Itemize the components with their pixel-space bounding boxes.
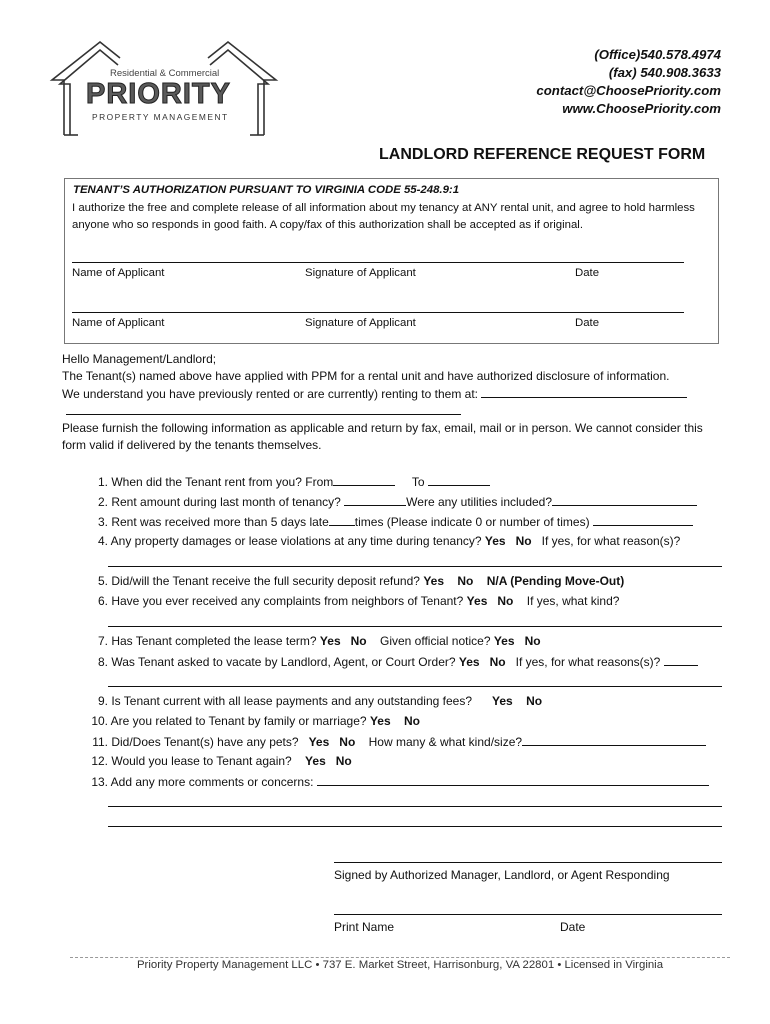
- print-name-label: Print Name: [334, 920, 395, 934]
- q4-reason-field[interactable]: [108, 566, 722, 567]
- q10-yes-option[interactable]: Yes: [369, 714, 391, 728]
- last-rent-amount-field[interactable]: [344, 493, 406, 506]
- applicant2-signature-label: Signature of Applicant: [305, 317, 416, 329]
- authorized-signature-label: Signed by Authorized Manager, Landlord, or Agent Responding: [334, 868, 670, 882]
- q6-yes-option[interactable]: Yes: [466, 594, 488, 608]
- q9-no-option[interactable]: No: [526, 694, 543, 708]
- website: www.ChoosePriority.com: [562, 101, 721, 116]
- q7-no-option[interactable]: No: [350, 634, 367, 648]
- question-3: 3. Rent was received more than 5 days late times (Please indicate 0 or number of times): [80, 513, 693, 530]
- q11-yes-option[interactable]: Yes: [308, 735, 330, 749]
- pets-description-field[interactable]: [522, 733, 706, 746]
- intro-line-2: [62, 385, 724, 403]
- late-times-field[interactable]: [329, 513, 355, 526]
- q12-yes-option[interactable]: Yes: [305, 754, 326, 768]
- print-name-line[interactable]: [334, 914, 722, 915]
- question-8: 8. Was Tenant asked to vacate by Landlord, Agent, or Court Order? Yes No If yes, for what reasons(s)?: [80, 653, 698, 670]
- authorization-heading: TENANT’S AUTHORIZATION PURSUANT TO VIRGINIA CODE 55-248.9:1: [73, 184, 460, 196]
- question-7: 7. Has Tenant completed the lease term? Yes No Given official notice? Yes No: [97, 634, 541, 648]
- intro-line-1: The Tenant(s) named above have applied with PPM for a rental unit and have authorized disclosure of information.: [62, 369, 670, 383]
- rented-to-field[interactable]: [428, 473, 490, 486]
- q7-notice-no-option[interactable]: No: [524, 634, 541, 648]
- question-5: 5. Did/will the Tenant receive the full security deposit refund? Yes No N/A (Pending Move-Out): [97, 574, 625, 588]
- q8-reason-field[interactable]: [108, 686, 722, 687]
- question-1: 1. When did the Tenant rent from you? From To: [80, 473, 490, 490]
- applicant2-signature-line[interactable]: [72, 312, 684, 313]
- applicant2-name-label: Name of Applicant: [72, 317, 165, 329]
- comments-field-start[interactable]: [317, 773, 709, 786]
- q5-na-option[interactable]: N/A (Pending Move-Out): [486, 574, 625, 588]
- question-10: 10. Are you related to Tenant by family or marriage? Yes No: [91, 714, 420, 728]
- fax-number: (fax) 540.908.3633: [608, 65, 721, 80]
- contact-email: contact@ChoosePriority.com: [536, 83, 721, 98]
- rented-from-field[interactable]: [333, 473, 395, 486]
- q5-no-option[interactable]: No: [457, 574, 474, 588]
- greeting: Hello Management/Landlord;: [62, 352, 217, 366]
- rental-address-field[interactable]: [481, 385, 687, 398]
- footer-text: Priority Property Management LLC • 737 E. Market Street, Harrisonburg, VA 22801 • Licensed in Virginia: [136, 959, 664, 971]
- authorized-signature-line[interactable]: [334, 862, 722, 863]
- applicant2-date-label: Date: [575, 317, 600, 329]
- footer-divider: [70, 957, 730, 958]
- q8-yes-option[interactable]: Yes: [458, 655, 480, 669]
- authorization-box: [64, 178, 719, 344]
- question-13: 13. Add any more comments or concerns:: [80, 773, 709, 790]
- question-11: 11. Did/Does Tenant(s) have any pets? Yes No How many & what kind/size?: [80, 733, 706, 750]
- intro-line-2-text: We understand you have previously rented or are currently) renting to them at:: [62, 387, 478, 401]
- utilities-included-field[interactable]: [552, 493, 697, 506]
- q10-no-option[interactable]: No: [403, 714, 420, 728]
- q6-no-option[interactable]: No: [497, 594, 514, 608]
- q8-reason-field-start[interactable]: [664, 653, 698, 666]
- q4-no-option[interactable]: No: [515, 534, 532, 548]
- company-logo: [48, 40, 280, 138]
- q5-yes-option[interactable]: Yes: [423, 574, 445, 588]
- applicant1-date-label: Date: [575, 267, 600, 279]
- applicant1-signature-label: Signature of Applicant: [305, 267, 416, 279]
- q7-yes-option[interactable]: Yes: [319, 634, 341, 648]
- rental-address-field-continued[interactable]: [66, 414, 461, 415]
- logo-brand: PRIORITY: [86, 78, 231, 110]
- applicant1-signature-line[interactable]: [72, 262, 684, 263]
- late-count-field[interactable]: [593, 513, 693, 526]
- question-9: 9. Is Tenant current with all lease payments and any outstanding fees? Yes No: [97, 694, 543, 708]
- q6-complaints-field[interactable]: [108, 626, 722, 627]
- logo-tagline: Residential & Commercial: [110, 68, 220, 79]
- office-phone: (Office)540.578.4974: [594, 47, 721, 62]
- comments-field-line-3[interactable]: [108, 826, 722, 827]
- authorization-text: I authorize the free and complete release of all information about my tenancy at ANY rental unit, and agree to hold harmless anyone who so responds in good faith. A copy/fax of this authorization shall be accepted as if original.: [72, 202, 695, 231]
- question-12: 12. Would you lease to Tenant again? Yes No: [91, 754, 352, 768]
- logo-subtitle: PROPERTY MANAGEMENT: [92, 112, 229, 122]
- signature-date-label: Date: [560, 920, 586, 934]
- question-6: 6. Have you ever received any complaints from neighbors of Tenant? Yes No If yes, what kind?: [97, 594, 620, 608]
- q11-no-option[interactable]: No: [339, 735, 356, 749]
- comments-field-line-2[interactable]: [108, 806, 722, 807]
- form-title: LANDLORD REFERENCE REQUEST FORM: [379, 146, 706, 163]
- q7-notice-yes-option[interactable]: Yes: [493, 634, 515, 648]
- q4-yes-option[interactable]: Yes: [484, 534, 506, 548]
- applicant1-name-label: Name of Applicant: [72, 267, 165, 279]
- q9-yes-option[interactable]: Yes: [492, 694, 513, 708]
- question-2: 2. Rent amount during last month of tenancy? Were any utilities included?: [80, 493, 697, 510]
- q12-no-option[interactable]: No: [335, 754, 352, 768]
- contact-info: [536, 46, 721, 118]
- instructions: Please furnish the following information as applicable and return by fax, email, mail or in person. We cannot consider this form valid if delivered by the tenants themselves.: [62, 421, 703, 452]
- question-4: 4. Any property damages or lease violations at any time during tenancy? Yes No If yes, for what reason(s)?: [97, 534, 681, 548]
- q8-no-option[interactable]: No: [489, 655, 506, 669]
